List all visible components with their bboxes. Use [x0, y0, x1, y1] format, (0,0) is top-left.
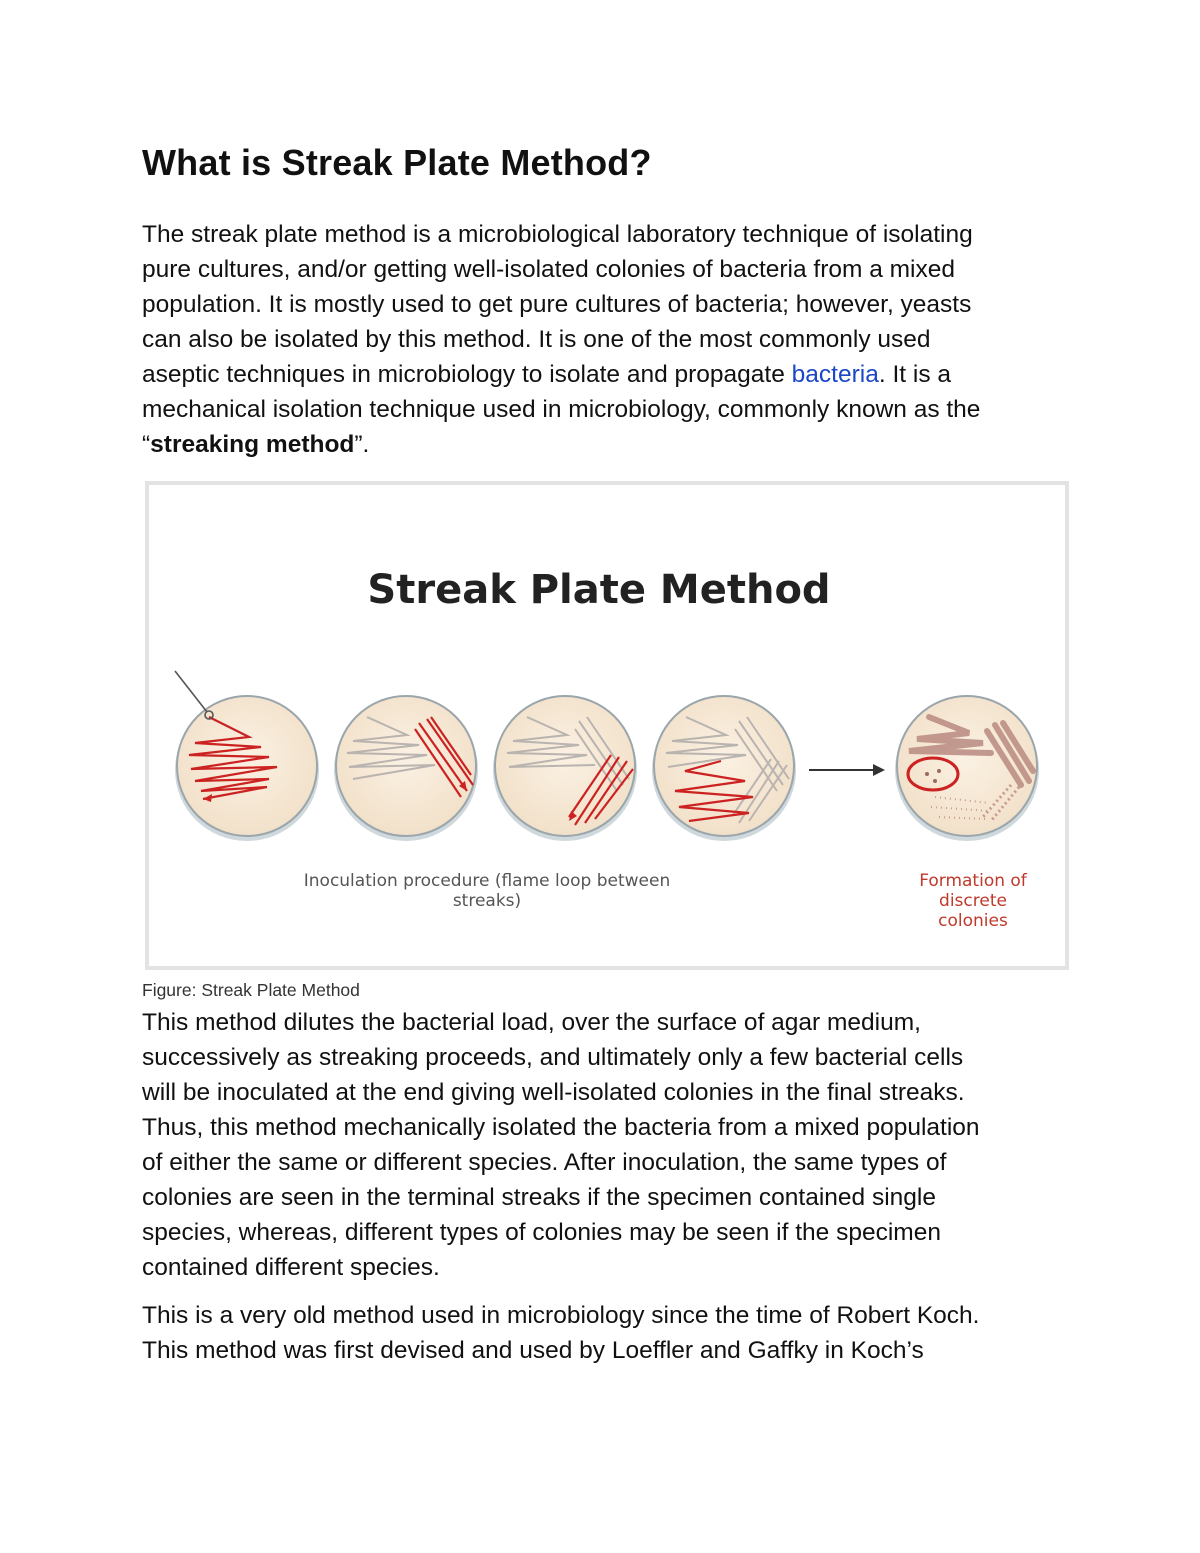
text-line: pure cultures, and/or getting well-isolated colonies of bacteria from a mixed [142, 256, 955, 283]
close-quote: ”. [354, 431, 370, 458]
inoculation-label: streaks) [452, 891, 522, 911]
inoculation-loop [175, 671, 207, 712]
colonies-label: Formation of [919, 871, 1027, 891]
text-line: can also be isolated by this method. It is one of the most commonly used [142, 326, 931, 353]
text-line [142, 427, 980, 462]
bacteria-link[interactable]: bacteria [791, 361, 879, 388]
page-title: What is Streak Plate Method? [142, 142, 652, 183]
progress-arrow [809, 764, 885, 776]
figure-caption: Figure: Streak Plate Method [142, 980, 360, 1000]
colonies-label: discrete [939, 891, 1007, 911]
petri-dish-4 [652, 696, 796, 841]
history-paragraph [142, 1298, 979, 1368]
text-line: species, whereas, different types of colonies may be seen if the specimen [142, 1219, 941, 1246]
text-line [142, 357, 980, 392]
text-line: will be inoculated at the end giving well-isolated colonies in the final streaks. [142, 1079, 965, 1106]
text-line: of either the same or different species. After inoculation, the same types of [142, 1149, 947, 1176]
text-line: This method was first devised and used by Loeffler and Gaffky in Koch’s [142, 1337, 924, 1364]
petri-dish-result [895, 696, 1039, 841]
text-line: mechanical isolation technique used in microbiology, commonly known as the [142, 396, 981, 423]
figure-title: Streak Plate Method [367, 567, 831, 613]
open-quote: “ [142, 431, 151, 458]
colonies-label: colonies [938, 911, 1008, 931]
streak-plate-figure [145, 481, 1069, 970]
text-segment: . It is a [878, 361, 952, 388]
text-line: The streak plate method is a microbiological laboratory technique of isolating [142, 221, 973, 248]
inoculation-label: Inoculation procedure (flame loop between [303, 871, 671, 891]
text-line: This method dilutes the bacterial load, over the surface of agar medium, [142, 1009, 921, 1036]
text-line: successively as streaking proceeds, and ultimately only a few bacterial cells [142, 1044, 964, 1071]
text-line: contained different species. [142, 1254, 440, 1281]
text-segment: aseptic techniques in microbiology to isolate and propagate [142, 361, 792, 388]
text-line: colonies are seen in the terminal streaks if the specimen contained single [142, 1184, 936, 1211]
dilution-paragraph [142, 1005, 980, 1285]
petri-dish-2 [334, 696, 478, 841]
petri-dish-3 [493, 696, 637, 841]
text-line: Thus, this method mechanically isolated the bacteria from a mixed population [142, 1114, 980, 1141]
bold-term: streaking method [150, 431, 355, 458]
text-line: population. It is mostly used to get pure cultures of bacteria; however, yeasts [142, 291, 972, 318]
intro-paragraph [142, 217, 980, 462]
petri-dish-1 [175, 671, 319, 841]
figure-illustration [149, 485, 1065, 966]
text-line: This is a very old method used in microbiology since the time of Robert Koch. [142, 1302, 980, 1329]
